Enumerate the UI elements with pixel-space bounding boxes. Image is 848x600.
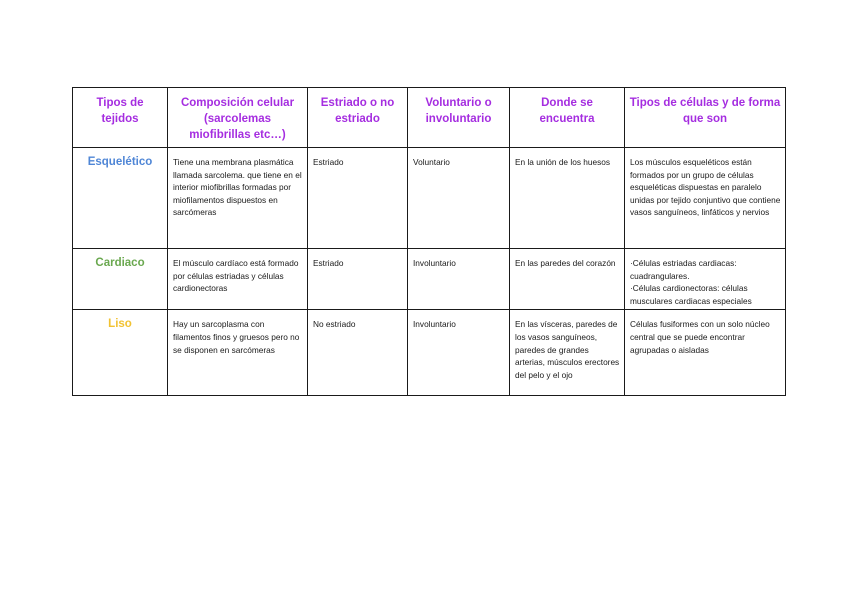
header-cell-composition [168, 88, 308, 148]
striated-text: Estriado [313, 157, 344, 167]
voluntary-cell [408, 310, 510, 396]
cell-types-text: Los músculos esqueléticos están formados por un grupo de células esqueléticas dispuestas en paralelo unidas por tejido conjuntivo que contiene vasos sanguíneos, linfáticos y nervios [630, 157, 781, 218]
header-striated: Estriado o no estriado [320, 97, 395, 125]
voluntary-text: Involuntario [413, 258, 456, 268]
striated-cell [308, 310, 408, 396]
cell-types-cell [625, 249, 786, 310]
table-row [73, 310, 786, 396]
header-cell-striated [308, 88, 408, 148]
voluntary-text: Voluntario [413, 157, 450, 167]
cell-types-cell [625, 148, 786, 249]
cell-types-text: ·Células estriadas cardiacas: cuadrangulares. ·Células cardionectoras: células musculares cardiacas especiales [630, 258, 752, 306]
striated-text: No estriado [313, 319, 356, 330]
header-location: Donde se encuentra [539, 97, 595, 125]
composition-text: El músculo cardíaco está formado por células estriadas y células cardionectoras [173, 258, 299, 294]
composition-cell [168, 249, 308, 310]
tissue-name: Liso [108, 318, 132, 331]
striated-cell [308, 148, 408, 249]
header-cell-location [510, 88, 625, 148]
header-composition: Composición celular (sarcolemas miofibrillas etc…) [180, 97, 295, 141]
header-cell-voluntary [408, 88, 510, 148]
table-row [73, 148, 786, 249]
location-text: En las paredes del corazón [515, 258, 616, 268]
composition-cell [168, 310, 308, 396]
location-text: En las vísceras, paredes de los vasos sanguíneos, paredes de grandes arterias, músculos erectores del pelo y el ojo [515, 319, 620, 380]
table-row [73, 249, 786, 310]
location-cell [510, 310, 625, 396]
header-cell-cell-types [625, 88, 786, 148]
location-text: En la unión de los huesos [515, 157, 611, 167]
header-cell-tissue-type [73, 88, 168, 148]
tissue-name: Esquelético [87, 156, 153, 168]
tissue-cell [73, 249, 168, 310]
muscle-tissue-table [72, 87, 786, 396]
voluntary-cell [408, 148, 510, 249]
striated-cell [308, 249, 408, 310]
composition-text: Tiene una membrana plasmática llamada sarcolema. que tiene en el interior miofibrillas formadas por miofilamentos dispuestos en sarcómeras [173, 157, 302, 218]
location-cell [510, 249, 625, 310]
tissue-cell [73, 148, 168, 249]
location-cell [510, 148, 625, 249]
voluntary-cell [408, 249, 510, 310]
header-tissue-type: Tipos de tejidos [96, 97, 144, 125]
tissue-cell [73, 310, 168, 396]
header-voluntary: Voluntario o involuntario [425, 97, 492, 125]
composition-text: Hay un sarcoplasma con filamentos finos y gruesos pero no se disponen en sarcómeras [173, 319, 300, 355]
table-header-row [73, 88, 786, 148]
composition-cell [168, 148, 308, 249]
striated-text: Estriado [313, 258, 344, 268]
cell-types-text: Células fusiformes con un solo núcleo central que se puede encontrar agrupadas o aisladas [630, 319, 770, 355]
voluntary-text: Involuntario [413, 319, 456, 330]
cell-types-cell [625, 310, 786, 396]
tissue-name: Cardiaco [95, 257, 145, 269]
header-cell-types: Tipos de células y de forma que son [629, 97, 781, 125]
